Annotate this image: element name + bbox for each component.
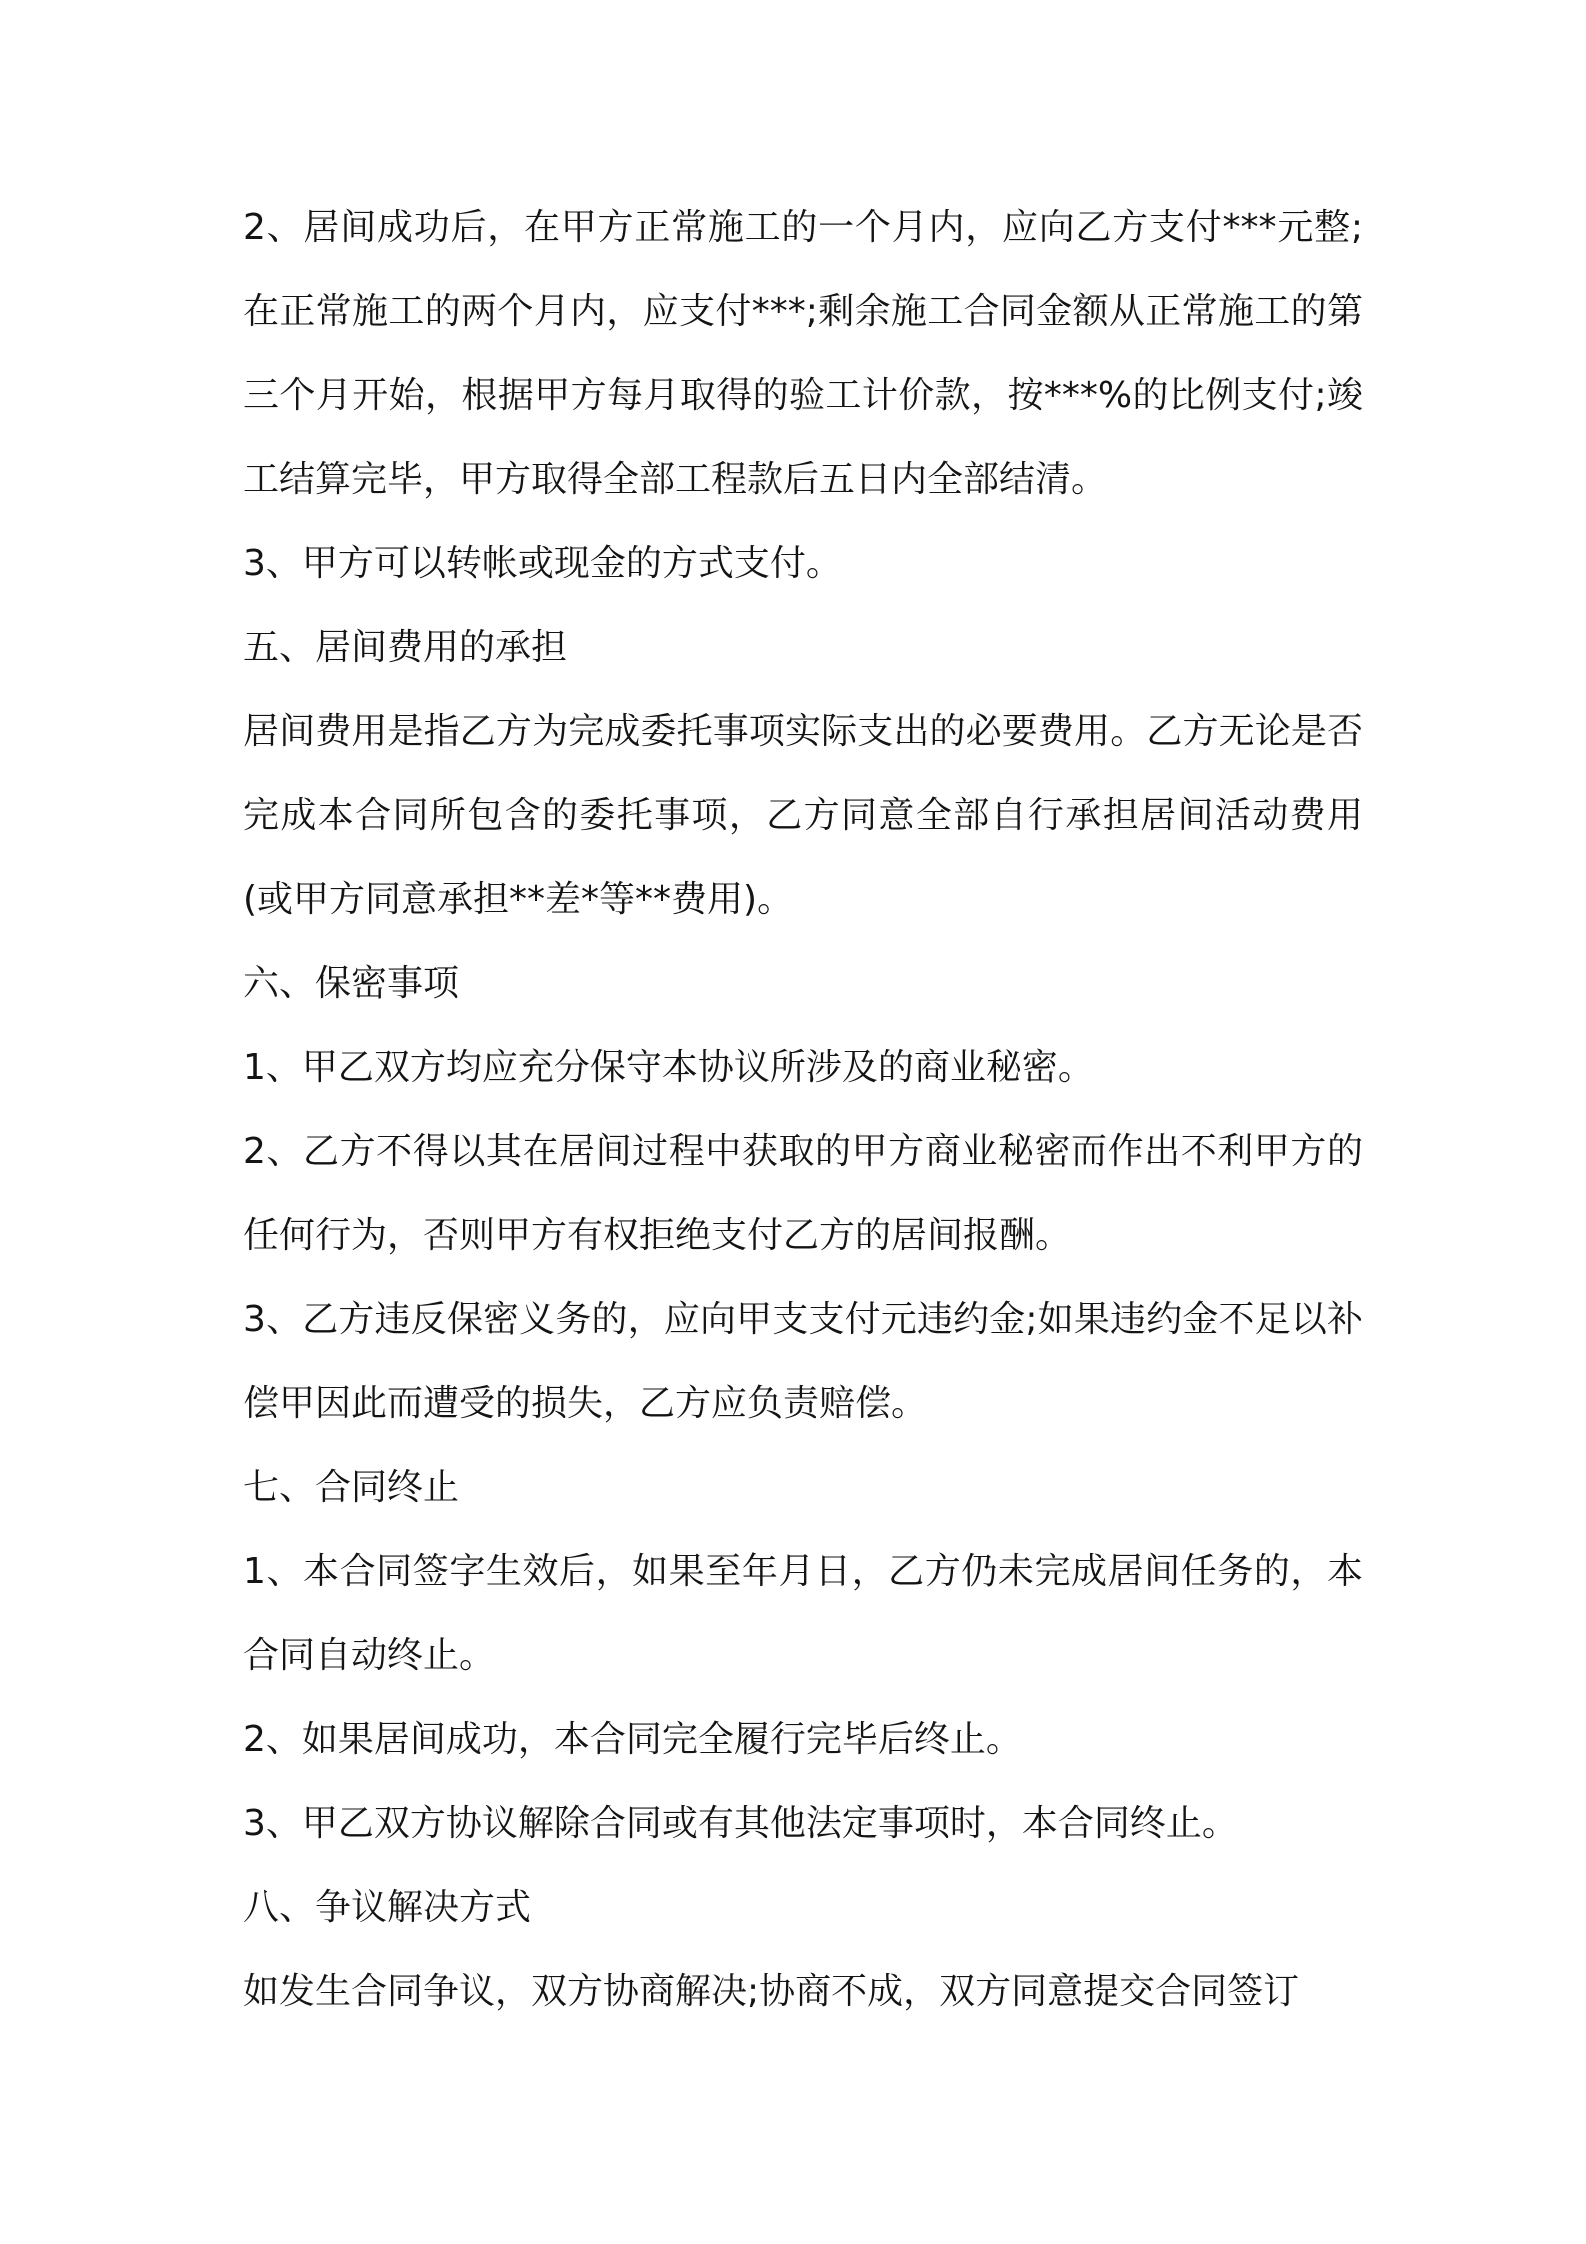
paragraph-termination-1: 1、本合同签字生效后，如果至年月日，乙方仍未完成居间任务的，本合同自动终止。	[243, 1551, 1363, 1676]
paragraph-payment-terms: 2、居间成功后，在甲方正常施工的一个月内，应向乙方支付***元整;在正常施工的两个月内，应支付***;剩余施工合同金额从正常施工的第三个月开始，根据甲方每月取得的验工计价款，按***%的比例支付;竣工结算完毕，甲方取得全部工程款后五日内全部结清。	[243, 207, 1363, 500]
document-body	[243, 186, 1363, 2034]
section-heading-confidentiality: 六、保密事项	[243, 963, 460, 1004]
section-heading-termination: 七、合同终止	[243, 1467, 460, 1508]
paragraph-termination-2: 2、如果居间成功，本合同完全履行完毕后终止。	[243, 1719, 1022, 1760]
section-heading-fees: 五、居间费用的承担	[243, 627, 568, 668]
paragraph-dispute: 如发生合同争议，双方协商解决;协商不成，双方同意提交合同签订	[243, 1971, 1300, 2012]
paragraph-payment-method: 3、甲方可以转帐或现金的方式支付。	[243, 543, 842, 584]
section-heading-dispute: 八、争议解决方式	[243, 1887, 532, 1928]
paragraph-fees: 居间费用是指乙方为完成委托事项实际支出的必要费用。乙方无论是否完成本合同所包含的委托事项，乙方同意全部自行承担居间活动费用(或甲方同意承担**差*等**费用)。	[243, 711, 1363, 920]
paragraph-confidentiality-2: 2、乙方不得以其在居间过程中获取的甲方商业秘密而作出不利甲方的任何行为，否则甲方有权拒绝支付乙方的居间报酬。	[243, 1131, 1363, 1256]
paragraph-termination-3: 3、甲乙双方协议解除合同或有其他法定事项时，本合同终止。	[243, 1803, 1238, 1844]
paragraph-confidentiality-1: 1、甲乙双方均应充分保守本协议所涉及的商业秘密。	[243, 1047, 1094, 1088]
paragraph-confidentiality-3: 3、乙方违反保密义务的，应向甲支支付元违约金;如果违约金不足以补偿甲因此而遭受的损失，乙方应负责赔偿。	[243, 1299, 1363, 1424]
